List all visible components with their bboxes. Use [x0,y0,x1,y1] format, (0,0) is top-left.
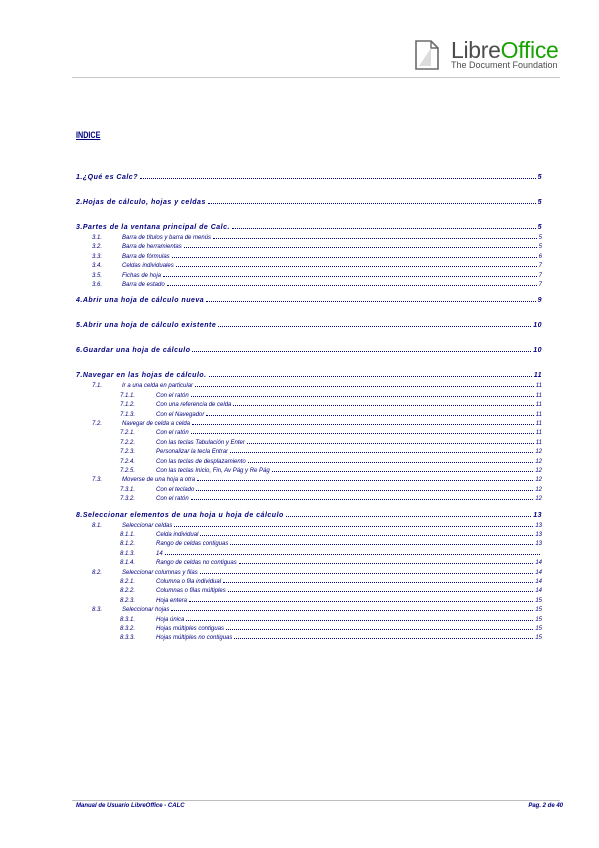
toc-entry-page: 12 [535,458,542,465]
header-divider [72,77,560,78]
toc-entry-number: 2. [76,199,83,206]
toc-entry-title: Barra de estado [122,282,165,288]
toc-leader-dots [208,202,536,204]
footer-page-number: Pag. 2 de 40 [528,803,563,809]
toc-entry-number: 7. [76,372,83,380]
toc-entry-number: 8.3.3. [120,635,136,642]
toc-entry-page: 15 [535,607,542,614]
toc-entry-page: 7 [538,272,542,279]
toc-entry-page: 10 [533,347,542,355]
toc-leader-dots [232,227,536,229]
toc-entry[interactable] [92,263,542,269]
toc-leader-dots [192,423,534,425]
toc-entry-title: Hoja entera [156,597,188,604]
toc-entry-page: 11 [533,372,542,380]
toc-entry-number: 8.3. [92,607,103,614]
toc-leader-dots [186,619,533,621]
toc-leader-dots [172,256,537,258]
toc-entry-title: Con el ratón [156,392,189,399]
toc-entry[interactable] [120,532,542,538]
toc-entry-title: Moverse de una hoja a otra [122,477,196,484]
toc-entry-number: 8. [76,511,83,519]
toc-leader-dots [239,562,534,564]
document-icon [415,40,439,70]
toc-leader-dots [206,414,533,416]
toc-leader-dots [165,553,540,555]
toc-entry[interactable] [120,487,542,493]
toc-entry[interactable] [76,372,542,379]
toc-entry[interactable] [92,477,542,483]
toc-entry[interactable] [76,297,542,304]
toc-entry-number: 8.1. [92,522,103,529]
toc-leader-dots [228,590,534,592]
toc-leader-dots [206,300,535,302]
toc-entry-title: Seleccionar celdas [122,522,173,529]
toc-entry-page: 11 [535,402,542,409]
toc-entry-number: 5. [76,322,83,330]
toc-entry-page: 13 [535,532,542,538]
toc-entry-number: 7.3. [92,477,103,484]
toc-leader-dots [218,325,531,327]
toc-entry[interactable] [76,347,542,354]
toc-entry-page: 13 [533,511,542,519]
toc-leader-dots [247,442,534,444]
toc-entry-number: 7.2. [92,421,103,427]
toc-leader-dots [196,489,533,491]
toc-entry-title: Personalizar la tecla Entrar [156,449,229,456]
toc-entry-page: 5 [538,235,542,241]
toc-leader-dots [174,525,533,527]
toc-entry-page: 14 [535,560,542,567]
toc-entry[interactable] [120,412,542,418]
toc-entry-title: Hojas múltiples contiguas [156,626,225,632]
toc-entry[interactable] [120,541,542,547]
toc-entry-title: Seleccionar elementos de una hoja u hoja de cálculo [82,511,284,519]
toc-entry-title: Abrir una hoja de cálculo nueva [82,297,205,305]
toc-leader-dots [226,628,533,630]
toc-entry-page: 11 [535,439,542,446]
toc-entry-number: 8.2.2. [120,588,136,595]
toc-leader-dots [197,479,533,481]
toc-entry-page: 15 [535,597,542,604]
index-title: INDICE [76,130,101,140]
toc-entry-number: 8.3.1. [120,616,136,623]
toc-entry-title: Navegar de celda a celda [122,421,191,427]
toc-entry-number: 8.2. [92,569,103,576]
toc-entry-number: 7.2.3. [120,449,136,456]
toc-entry[interactable] [76,199,542,206]
toc-entry-number: 3. [76,224,83,231]
toc-entry-title: Con las teclas Inicio, Fin, Av Pág y Re Pág [156,468,270,474]
toc-entry-page: 7 [538,282,542,288]
toc-leader-dots [248,461,534,463]
toc-entry[interactable] [120,588,542,594]
toc-entry-number: 3.1. [92,235,103,241]
toc-entry-number: 6. [76,347,83,355]
libreoffice-logo [415,37,565,72]
toc-leader-dots [163,275,537,277]
toc-leader-dots [209,375,532,377]
toc-entry-title: Seleccionar columnas y filas [122,569,198,576]
toc-entry-title: Ir a una celda en particular [122,383,194,390]
toc-leader-dots [189,600,533,602]
toc-leader-dots [200,572,534,574]
toc-entry[interactable] [76,512,542,519]
toc-entry-number: 8.3.2. [120,626,136,632]
toc-entry[interactable] [120,449,542,455]
toc-entry[interactable] [120,459,542,465]
toc-entry-number: 7.2.2. [120,439,136,446]
toc-entry-number: 8.1.2. [120,541,136,548]
toc-entry-page: 12 [535,449,542,456]
toc-entry[interactable] [76,224,542,231]
toc-entry-title: Con una referencia de celda [156,402,232,409]
toc-entry[interactable] [120,430,542,436]
toc-entry[interactable] [92,523,542,529]
toc-entry-page: 11 [535,430,542,437]
toc-entry-number: 8.2.1. [120,579,136,585]
toc-entry-number: 3.2. [92,244,103,251]
toc-leader-dots [167,284,537,286]
toc-entry-page: 12 [535,486,542,493]
toc-entry-title: Hoja única [156,616,185,623]
toc-entry[interactable] [76,174,542,181]
toc-leader-dots [191,432,534,434]
toc-entry[interactable] [120,560,542,566]
toc-entry[interactable] [92,235,542,241]
toc-entry-title: Con el teclado [156,486,195,493]
toc-leader-dots [171,609,533,611]
toc-entry-title: 14 [156,550,163,557]
toc-entry-title: Rango de celdas no contiguas [156,560,237,567]
toc-entry-number: 8.1.3. [120,550,136,557]
toc-entry-number: 7.2.1. [120,430,136,437]
toc-entry[interactable] [92,383,542,389]
toc-entry-page: 5 [537,174,542,181]
toc-leader-dots [234,637,533,639]
toc-entry[interactable] [92,273,542,279]
toc-leader-dots [230,543,533,545]
toc-entry-title: Con el ratón [156,430,189,437]
toc-entry-page: 5 [537,199,542,206]
toc-entry-page: 11 [535,411,542,418]
toc-entry-page: 11 [535,421,542,427]
toc-entry-title: Columna o fila individual [156,579,222,585]
toc-leader-dots [233,404,533,406]
toc-entry-number: 8.1.4. [120,560,136,567]
toc-entry-title: Barra de fórmulas [122,253,170,260]
toc-entry-page: 15 [535,626,542,632]
toc-entry-title: ¿Qué es Calc? [82,174,138,181]
toc-entry-number: 7.2.5. [120,468,136,474]
toc-entry[interactable] [120,496,542,502]
toc-entry-page: 13 [535,541,542,548]
toc-entry-number: 7.1.2. [120,402,136,409]
toc-entry-page: 14 [535,569,542,576]
toc-leader-dots [184,246,537,248]
toc-leader-dots [191,498,534,500]
toc-entry[interactable] [120,617,542,623]
toc-entry-number: 7.3.2. [120,496,136,503]
toc-entry-title: Hojas múltiples no contiguas [156,635,233,642]
toc-entry-page: 5 [538,244,542,251]
toc-leader-dots [272,470,534,472]
toc-leader-dots [223,581,533,583]
toc-entry-number: 3.5. [92,272,103,279]
toc-leader-dots [192,350,531,352]
toc-leader-dots [200,534,533,536]
toc-entry-page: 6 [538,253,542,260]
toc-entry-title: Partes de la ventana principal de Calc. [82,224,230,231]
toc-entry-title: Seleccionar hojas [122,607,170,614]
toc-entry-page: 10 [533,322,542,330]
toc-entry-title: Abrir una hoja de cálculo existente [82,322,217,330]
toc-entry[interactable] [92,607,542,613]
toc-entry-title: Celda individual [156,532,199,538]
toc-entry[interactable] [120,626,542,632]
toc-entry-page: 15 [535,616,542,623]
logo-brand: LibreOffice [451,37,559,63]
toc-entry[interactable] [92,282,542,288]
toc-entry-page: 12 [535,477,542,484]
toc-entry-title: Con las teclas Tabulación y Enter [156,439,245,446]
toc-entry-page: 11 [535,392,542,399]
toc-entry-number: 7.1.1. [120,392,136,399]
toc-entry-title: Hojas de cálculo, hojas y celdas [82,199,206,206]
toc-entry-number: 7.3.1. [120,486,136,493]
toc-entry-number: 3.6. [92,282,103,288]
toc-entry-title: Barra de herramientas [122,244,182,251]
toc-entry-page: 13 [535,522,542,529]
toc-entry[interactable] [120,440,542,446]
toc-entry-page: 14 [535,588,542,595]
toc-entry[interactable] [120,579,542,585]
toc-entry-title: Guardar una hoja de cálculo [82,347,191,355]
toc-entry[interactable] [76,322,542,329]
toc-entry-number: 8.2.3. [120,597,136,604]
toc-leader-dots [286,515,531,517]
toc-entry[interactable] [120,468,542,474]
toc-entry-title: Barra de títulos y barra de menús [122,235,212,241]
toc-entry-page: 15 [535,635,542,642]
toc-entry-title: Columnas o filas múltiples [156,588,226,595]
toc-leader-dots [230,451,533,453]
toc-entry-title: Navegar en las hojas de cálculo. [82,372,207,380]
logo-tagline: The Document Foundation [451,60,558,70]
toc-leader-dots [191,395,534,397]
toc-entry-page: 5 [537,224,542,231]
toc-entry-number: 4. [76,297,83,305]
toc-entry[interactable] [120,402,542,408]
toc-entry-title: Fichas de hoja [122,272,162,279]
toc-leader-dots [140,177,536,179]
toc-entry-number: 3.3. [92,253,103,260]
toc-entry-page: 12 [535,496,542,503]
toc-entry-number: 7.1.3. [120,411,136,418]
toc-leader-dots [213,237,537,239]
toc-entry[interactable] [92,570,542,576]
toc-entry-title: Con las teclas de desplazamiento [156,458,246,465]
toc-entry-title: Con el ratón [156,496,189,503]
toc-entry-page: 14 [535,579,542,585]
toc-entry-number: 7.1. [92,383,103,390]
toc-entry[interactable] [120,635,542,641]
toc-entry[interactable] [92,254,542,260]
toc-entry[interactable] [120,598,542,604]
toc-entry-page: 11 [535,383,542,390]
toc-entry-number: 7.2.4. [120,458,136,465]
toc-entry-number: 3.4. [92,263,103,270]
toc-entry-number: 1. [76,174,83,181]
toc-entry[interactable] [92,421,542,427]
footer-title: Manual de Usuario LibreOffice - CALC [76,803,185,809]
toc-entry-page: 7 [538,263,542,270]
toc-entry[interactable] [120,551,542,557]
toc-entry-page: 9 [537,297,542,305]
toc-entry-title: Con el Navegador [156,411,205,418]
toc-entry-number: 8.1.1. [120,532,136,538]
footer-divider [72,800,560,801]
toc-entry-page: 12 [535,468,542,474]
toc-entry[interactable] [92,244,542,250]
toc-entry[interactable] [120,393,542,399]
toc-entry-title: Rango de celdas contiguas [156,541,229,548]
toc-leader-dots [176,265,537,267]
toc-entry-title: Celdas individuales [122,263,174,270]
toc-leader-dots [195,385,534,387]
